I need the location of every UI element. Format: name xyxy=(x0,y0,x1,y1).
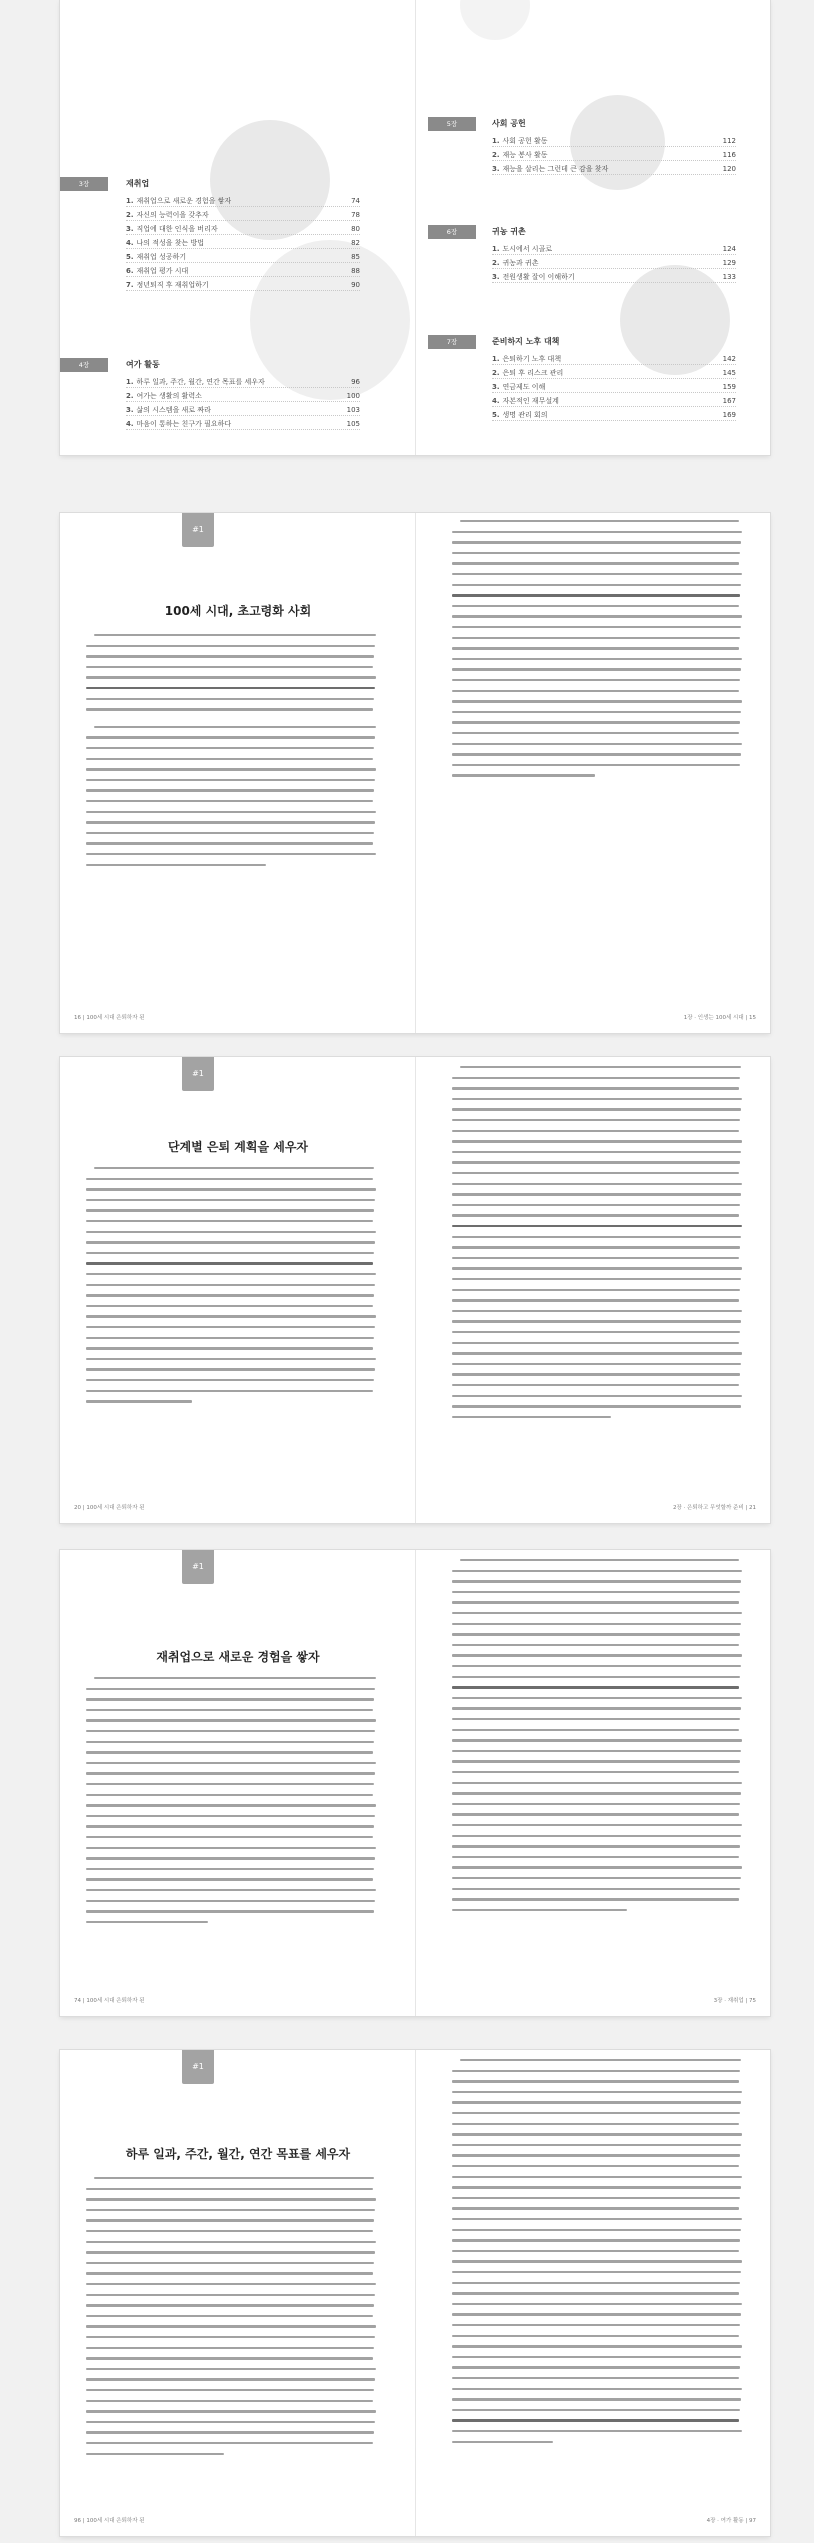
chapter-chip: 5장 xyxy=(428,117,476,131)
text-line xyxy=(452,1601,739,1603)
text-line xyxy=(452,2176,742,2178)
text-line xyxy=(452,2186,741,2188)
chapter-heading: 단계별 은퇴 계획을 세우자 xyxy=(167,1140,309,1154)
page-footer: 4장 · 여가 활동 | 97 xyxy=(706,2518,756,2524)
chapter-chip: 6장 xyxy=(428,225,476,239)
text-line xyxy=(452,1750,741,1752)
text-line xyxy=(452,2260,742,2262)
text-line xyxy=(452,573,742,575)
page-footer: 74 | 100세 시대 은퇴하자 된 xyxy=(74,1998,145,2004)
text-line xyxy=(86,1688,375,1690)
text-line xyxy=(452,1310,742,1312)
text-line xyxy=(86,1305,373,1307)
toc-entry[interactable]: 1. 사회 공헌 활동 112 xyxy=(492,134,736,148)
text-line xyxy=(452,1654,742,1656)
toc-entry[interactable]: 5. 재취업 성공하기 85 xyxy=(126,250,360,264)
text-line xyxy=(452,1395,742,1397)
text-line xyxy=(452,1697,742,1699)
text-line xyxy=(86,779,375,781)
text-line xyxy=(452,1729,739,1731)
chapter-chip: 3장 xyxy=(60,177,108,191)
text-line xyxy=(452,2133,742,2135)
text-line xyxy=(86,1231,376,1233)
text-line xyxy=(86,708,373,710)
text-line xyxy=(452,690,739,692)
toc-entry[interactable]: 2. 자신의 능력이을 갖추자 78 xyxy=(126,208,360,222)
section-tab: #1 xyxy=(182,513,214,547)
text-line xyxy=(452,2409,740,2411)
text-line xyxy=(452,1161,740,1163)
text-line xyxy=(452,584,741,586)
text-line xyxy=(86,698,374,700)
text-line xyxy=(86,2421,375,2423)
text-line xyxy=(452,1633,740,1635)
chapter-title: 사회 공헌 xyxy=(492,119,526,128)
text-line xyxy=(86,1262,373,1264)
text-line xyxy=(86,1836,373,1838)
text-line xyxy=(452,1570,742,1572)
text-line xyxy=(452,1236,741,1238)
text-line xyxy=(452,1739,742,1741)
text-line xyxy=(86,2315,373,2317)
text-line xyxy=(452,1824,742,1826)
text-line xyxy=(452,647,739,649)
text-line xyxy=(86,1910,374,1912)
text-line xyxy=(452,2292,739,2294)
toc-entry[interactable]: 1. 재취업으로 새로운 경험을 쌓자 74 xyxy=(126,194,360,208)
text-line xyxy=(86,645,375,647)
text-line xyxy=(86,2304,374,2306)
text-line xyxy=(86,1900,375,1902)
text-line xyxy=(86,1337,374,1339)
text-line xyxy=(452,658,742,660)
page-footer: 3장 · 재취업 | 75 xyxy=(713,1998,756,2004)
page-gutter xyxy=(415,2050,416,2536)
text-line xyxy=(452,615,742,617)
text-line xyxy=(452,2080,739,2082)
chapter-title: 준비하지 노후 대책 xyxy=(492,337,560,346)
text-line xyxy=(86,1730,375,1732)
text-line xyxy=(452,637,740,639)
text-line xyxy=(86,1804,376,1806)
text-line xyxy=(452,2101,741,2103)
text-line xyxy=(452,1845,740,1847)
text-line xyxy=(460,520,739,522)
page-footer: 2장 · 은퇴하고 무엇할까 준비 | 21 xyxy=(672,1505,756,1511)
text-line xyxy=(86,1273,376,1275)
text-line xyxy=(452,2303,742,2305)
toc-entry[interactable]: 2. 재능 봉사 활동 116 xyxy=(492,148,736,162)
text-line xyxy=(452,2324,740,2326)
text-line xyxy=(86,758,373,760)
text-line xyxy=(86,2368,376,2370)
text-line xyxy=(86,1762,376,1764)
text-line xyxy=(452,1183,742,1185)
text-line xyxy=(452,700,742,702)
text-line xyxy=(452,1707,741,1709)
section-tab: #1 xyxy=(182,1057,214,1091)
text-line xyxy=(452,732,739,734)
toc-entry[interactable]: 3. 전원생활 잘이 이해하기 133 xyxy=(492,270,736,284)
text-line xyxy=(86,1847,376,1849)
decorative-circle xyxy=(460,0,530,40)
text-line xyxy=(452,2282,740,2284)
text-line xyxy=(86,2410,376,2412)
text-line xyxy=(452,2197,740,2199)
text-line xyxy=(86,1252,374,1254)
text-line xyxy=(86,2442,373,2444)
text-line xyxy=(452,2430,742,2432)
text-line xyxy=(452,594,740,596)
toc-entry[interactable]: 2. 귀농과 귀촌 129 xyxy=(492,256,736,270)
text-line xyxy=(86,1400,192,1402)
text-line xyxy=(452,2218,742,2220)
text-line xyxy=(86,1294,374,1296)
section-tab: #1 xyxy=(182,1550,214,1584)
text-line xyxy=(86,811,376,813)
text-line xyxy=(452,1856,739,1858)
text-line xyxy=(86,1368,375,1370)
text-line xyxy=(86,687,375,689)
text-line xyxy=(452,2388,742,2390)
text-line xyxy=(452,2091,742,2093)
book-spread-3 xyxy=(60,1550,770,2016)
chapter-heading: 100세 시대, 초고령화 사회 xyxy=(164,604,312,618)
text-line xyxy=(86,2400,373,2402)
chapter-title: 재취업 xyxy=(126,179,150,188)
text-line xyxy=(86,789,374,791)
text-line xyxy=(86,2241,376,2243)
text-line xyxy=(452,1278,741,1280)
text-line xyxy=(452,1760,740,1762)
book-spread-2 xyxy=(60,1057,770,1523)
text-line xyxy=(86,2262,374,2264)
text-line xyxy=(452,1866,742,1868)
text-line xyxy=(452,2229,741,2231)
text-line xyxy=(86,1751,373,1753)
text-line xyxy=(452,1363,741,1365)
chapter-chip: 7장 xyxy=(428,335,476,349)
book-spread-1 xyxy=(60,513,770,1033)
text-line xyxy=(86,2336,375,2338)
text-line xyxy=(86,1209,374,1211)
text-line xyxy=(94,726,376,728)
text-line xyxy=(460,1559,739,1561)
section-tab: #1 xyxy=(182,2050,214,2084)
text-line xyxy=(86,2272,373,2274)
text-line xyxy=(452,2398,741,2400)
toc-entry[interactable]: 2. 은퇴 후 리스크 관리 145 xyxy=(492,366,736,380)
text-line xyxy=(452,1803,740,1805)
text-line xyxy=(452,1416,611,1418)
toc-entry[interactable]: 1. 은퇴하기 노후 대책 142 xyxy=(492,352,736,366)
text-line xyxy=(452,2144,741,2146)
text-line xyxy=(86,2209,375,2211)
text-line xyxy=(452,1718,740,1720)
text-line xyxy=(94,634,376,636)
text-line xyxy=(86,1794,373,1796)
text-line xyxy=(452,1299,739,1301)
text-line xyxy=(86,2453,224,2455)
text-line xyxy=(452,1214,739,1216)
text-line xyxy=(86,1772,375,1774)
text-line xyxy=(86,2283,376,2285)
text-line xyxy=(86,1921,208,1923)
text-line xyxy=(86,1390,373,1392)
text-line xyxy=(86,853,376,855)
text-line xyxy=(86,2378,375,2380)
text-line xyxy=(452,2271,741,2273)
text-line xyxy=(86,1188,376,1190)
toc-entry[interactable]: 3. 연금제도 이해 159 xyxy=(492,380,736,394)
text-line xyxy=(86,1178,373,1180)
text-line xyxy=(86,1698,374,1700)
text-line xyxy=(452,1384,739,1386)
text-line xyxy=(452,1877,741,1879)
text-line xyxy=(452,2250,739,2252)
text-line xyxy=(452,1813,739,1815)
chapter-chip: 4장 xyxy=(60,358,108,372)
text-line xyxy=(452,1108,741,1110)
text-line xyxy=(452,679,740,681)
text-line xyxy=(452,1888,740,1890)
book-spread-4 xyxy=(60,2050,770,2536)
text-line xyxy=(452,1612,742,1614)
text-line xyxy=(86,1199,375,1201)
page-footer: 96 | 100세 시대 은퇴하자 된 xyxy=(74,2518,145,2524)
text-line xyxy=(86,864,266,866)
text-line xyxy=(86,1719,376,1721)
text-line xyxy=(86,1379,374,1381)
toc-entry[interactable]: 3. 삶의 시스템을 새로 짜라 103 xyxy=(126,403,360,417)
text-line xyxy=(452,1098,742,1100)
toc-entry[interactable]: 1. 하루 일과, 주간, 월간, 연간 목표를 세우자 96 xyxy=(126,375,360,389)
text-line xyxy=(86,2198,376,2200)
text-line xyxy=(452,1580,741,1582)
text-line xyxy=(86,2325,376,2327)
text-line xyxy=(86,2389,374,2391)
toc-spread xyxy=(60,0,770,455)
toc-entry[interactable]: 7. 정년퇴직 후 재취업하기 90 xyxy=(126,278,360,292)
toc-entry[interactable]: 5. 생명 관리 회의 169 xyxy=(492,408,736,422)
page-footer: 16 | 100세 시대 은퇴하자 된 xyxy=(74,1015,145,1021)
text-line xyxy=(452,1172,739,1174)
text-line xyxy=(452,1342,739,1344)
text-line xyxy=(86,2431,374,2433)
page-footer: 1장 · 인생는 100세 시대 | 15 xyxy=(683,1015,756,1021)
text-line xyxy=(86,1878,373,1880)
text-line xyxy=(86,1868,374,1870)
text-line xyxy=(460,2059,741,2061)
text-line xyxy=(86,1347,373,1349)
text-line xyxy=(86,821,375,823)
text-line xyxy=(452,774,595,776)
chapter-title: 여가 활동 xyxy=(126,360,160,369)
text-line xyxy=(452,1267,742,1269)
text-line xyxy=(86,676,376,678)
text-line xyxy=(452,1225,742,1227)
text-line xyxy=(452,541,741,543)
text-line xyxy=(452,2377,739,2379)
text-line xyxy=(452,1591,740,1593)
text-line xyxy=(86,1815,375,1817)
text-line xyxy=(452,2345,742,2347)
toc-entry[interactable]: 1. 도시에서 시골로 124 xyxy=(492,242,736,256)
text-line xyxy=(452,764,740,766)
text-line xyxy=(452,2356,741,2358)
text-line xyxy=(452,2239,740,2241)
text-line xyxy=(452,1909,627,1911)
text-line xyxy=(86,2294,375,2296)
text-line xyxy=(452,1077,740,1079)
chapter-title: 귀농 귀촌 xyxy=(492,227,526,236)
text-line xyxy=(460,1066,741,1068)
page-gutter xyxy=(415,1550,416,2016)
text-line xyxy=(452,1405,741,1407)
text-line xyxy=(86,736,375,738)
toc-entry[interactable]: 2. 여가는 생활의 활력소 100 xyxy=(126,389,360,403)
text-line xyxy=(452,1087,739,1089)
text-line xyxy=(452,1193,741,1195)
text-line xyxy=(86,1889,376,1891)
page-gutter xyxy=(415,513,416,1033)
chapter-heading: 재취업으로 새로운 경험을 쌓자 xyxy=(156,1650,320,1664)
text-line xyxy=(452,1898,739,1900)
text-line xyxy=(86,2251,375,2253)
text-line xyxy=(86,1284,375,1286)
text-line xyxy=(452,1665,741,1667)
text-line xyxy=(94,1677,376,1679)
text-line xyxy=(452,2070,740,2072)
toc-entry[interactable]: 4. 마음이 통하는 친구가 필요하다 105 xyxy=(126,417,360,431)
text-line xyxy=(86,2188,373,2190)
text-line xyxy=(452,1686,739,1688)
text-line xyxy=(452,2207,739,2209)
text-line xyxy=(452,2419,739,2421)
text-line xyxy=(452,753,741,755)
text-line xyxy=(452,1644,739,1646)
text-line xyxy=(452,1246,740,1248)
text-line xyxy=(452,1331,740,1333)
toc-entry[interactable]: 3. 재능을 살리는 그런데 큰 감을 찾자 120 xyxy=(492,162,736,176)
page-footer: 20 | 100세 시대 은퇴하자 된 xyxy=(74,1505,145,1511)
text-line xyxy=(452,2335,739,2337)
text-line xyxy=(452,2313,741,2315)
page-gutter xyxy=(415,0,416,455)
text-line xyxy=(452,1792,741,1794)
text-line xyxy=(86,1709,373,1711)
text-line xyxy=(86,655,374,657)
text-line xyxy=(86,2219,374,2221)
text-line xyxy=(452,2154,740,2156)
text-line xyxy=(86,832,374,834)
text-line xyxy=(452,2112,740,2114)
text-line xyxy=(452,1782,742,1784)
text-line xyxy=(452,1623,741,1625)
text-line xyxy=(452,1289,740,1291)
text-line xyxy=(94,2177,374,2179)
text-line xyxy=(452,711,741,713)
text-line xyxy=(452,2441,553,2443)
text-line xyxy=(452,562,739,564)
text-line xyxy=(452,2123,739,2125)
text-line xyxy=(86,1741,374,1743)
text-line xyxy=(86,1825,374,1827)
text-line xyxy=(452,1352,742,1354)
text-line xyxy=(452,1130,739,1132)
page-gutter xyxy=(415,1057,416,1523)
text-line xyxy=(452,1140,742,1142)
toc-entry[interactable]: 3. 직업에 대한 인식을 버리자 80 xyxy=(126,222,360,236)
text-line xyxy=(86,2230,373,2232)
text-line xyxy=(452,1204,740,1206)
text-line xyxy=(452,743,742,745)
text-line xyxy=(452,1119,740,1121)
text-line xyxy=(86,1783,374,1785)
text-line xyxy=(86,2357,373,2359)
text-line xyxy=(452,626,741,628)
text-line xyxy=(86,666,373,668)
text-line xyxy=(86,768,376,770)
text-line xyxy=(452,605,739,607)
text-line xyxy=(452,1676,740,1678)
text-line xyxy=(452,2366,740,2368)
text-line xyxy=(452,1373,740,1375)
text-line xyxy=(452,1151,741,1153)
text-line xyxy=(86,1326,375,1328)
text-line xyxy=(86,747,374,749)
text-line xyxy=(86,1241,375,1243)
text-line xyxy=(86,1857,375,1859)
text-line xyxy=(452,668,741,670)
text-line xyxy=(86,1220,373,1222)
text-line xyxy=(452,1771,739,1773)
text-line xyxy=(86,842,373,844)
text-line xyxy=(452,552,740,554)
toc-entry[interactable]: 4. 나의 적성을 찾는 방법 82 xyxy=(126,236,360,250)
text-line xyxy=(86,1358,376,1360)
text-line xyxy=(86,2347,374,2349)
text-line xyxy=(452,531,742,533)
text-line xyxy=(452,1835,741,1837)
text-line xyxy=(452,721,740,723)
toc-entry[interactable]: 4. 자본적인 재무설계 167 xyxy=(492,394,736,408)
text-line xyxy=(452,1320,741,1322)
text-line xyxy=(86,1315,376,1317)
chapter-heading: 하루 일과, 주간, 월간, 연간 목표를 세우자 xyxy=(125,2147,351,2161)
text-line xyxy=(452,1257,739,1259)
toc-entry[interactable]: 6. 재취업 평가 시대 88 xyxy=(126,264,360,278)
text-line xyxy=(94,1167,374,1169)
text-line xyxy=(86,800,373,802)
text-line xyxy=(452,2165,739,2167)
